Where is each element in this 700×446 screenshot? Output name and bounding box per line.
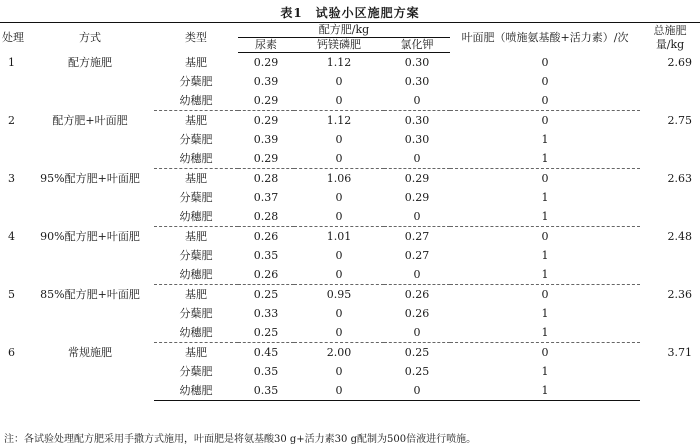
urea-cell: 0.39	[253, 133, 279, 146]
table-row	[0, 111, 700, 131]
potassium-cell: 0	[384, 91, 450, 111]
header-phosphate: 钙镁磷肥	[294, 38, 384, 53]
type-cell: 基肥	[185, 288, 207, 301]
urea-cell: 0.35	[253, 249, 279, 262]
foliar-cell: 1	[450, 207, 640, 227]
phosphate-cell: 0	[294, 265, 384, 285]
phosphate-cell: 1.01	[326, 230, 352, 243]
method-cell: 85%配方肥+叶面肥	[40, 287, 140, 301]
foliar-cell: 0	[541, 75, 549, 88]
potassium-cell: 0.27	[404, 230, 430, 243]
urea-cell: 0.29	[238, 149, 294, 169]
type-cell: 分蘖肥	[179, 75, 213, 88]
header-formula-group: 配方肥/kg	[238, 23, 450, 38]
header-total: 总施肥量/kg	[640, 23, 700, 53]
total-cell: 2.69	[667, 55, 693, 69]
type-cell: 基肥	[185, 55, 207, 69]
type-cell: 分蘖肥	[179, 191, 213, 204]
foliar-cell: 0	[541, 114, 549, 127]
type-cell: 基肥	[185, 346, 207, 359]
foliar-cell: 1	[450, 381, 640, 401]
phosphate-cell: 0	[335, 307, 343, 320]
table-row	[0, 227, 700, 247]
total-cell: 2.63	[667, 171, 693, 185]
process-id-cell: 6	[8, 345, 15, 359]
potassium-cell: 0	[384, 265, 450, 285]
urea-cell: 0.45	[253, 346, 279, 359]
method-cell: 配方肥+叶面肥	[52, 113, 128, 127]
type-cell: 幼穗肥	[154, 265, 238, 285]
header-urea: 尿素	[238, 38, 294, 53]
type-cell: 幼穗肥	[154, 323, 238, 343]
foliar-cell: 0	[541, 55, 549, 69]
potassium-cell: 0.30	[404, 75, 430, 88]
process-id-cell: 1	[8, 55, 15, 69]
table-row	[0, 169, 700, 189]
urea-cell: 0.26	[238, 265, 294, 285]
urea-cell: 0.26	[253, 230, 279, 243]
phosphate-cell: 0	[294, 91, 384, 111]
urea-cell: 0.37	[253, 191, 279, 204]
process-id-cell: 3	[8, 171, 15, 185]
potassium-cell: 0.25	[404, 346, 430, 359]
fertilization-table	[0, 22, 700, 401]
foliar-cell: 0	[541, 346, 549, 359]
potassium-cell: 0.29	[404, 172, 430, 185]
header-foliar: 叶面肥（喷施氨基酸+活力素）/次	[450, 23, 640, 53]
table-caption: 表1 试验小区施肥方案	[280, 6, 420, 20]
foliar-cell: 1	[450, 265, 640, 285]
total-cell: 2.36	[667, 287, 693, 301]
urea-cell: 0.28	[238, 207, 294, 227]
type-cell: 基肥	[185, 114, 207, 127]
foliar-cell: 0	[541, 172, 549, 185]
phosphate-cell: 1.06	[326, 172, 352, 185]
potassium-cell: 0.30	[404, 114, 430, 127]
urea-cell: 0.28	[253, 172, 279, 185]
header-type: 类型	[154, 23, 238, 53]
method-cell: 常规施肥	[68, 345, 112, 359]
urea-cell: 0.39	[253, 75, 279, 88]
phosphate-cell: 0	[335, 191, 343, 204]
foliar-cell: 1	[541, 365, 549, 378]
process-id-cell: 4	[8, 229, 15, 243]
header-process: 处理	[0, 23, 26, 53]
phosphate-cell: 0	[294, 149, 384, 169]
phosphate-cell: 2.00	[326, 346, 352, 359]
foliar-cell: 1	[541, 133, 549, 146]
potassium-cell: 0.27	[404, 249, 430, 262]
phosphate-cell: 1.12	[326, 56, 352, 69]
urea-cell: 0.35	[238, 381, 294, 401]
potassium-cell: 0.26	[404, 288, 430, 301]
potassium-cell: 0	[384, 323, 450, 343]
method-cell: 90%配方肥+叶面肥	[40, 229, 140, 243]
process-id-cell: 5	[8, 287, 15, 301]
header-potassium: 氯化钾	[384, 38, 450, 53]
table-row	[0, 285, 700, 305]
type-cell: 分蘖肥	[179, 133, 213, 146]
foliar-cell: 1	[541, 249, 549, 262]
potassium-cell: 0.30	[404, 56, 430, 69]
table-note: 注：各试验处理配方肥采用手撒方式施用，叶面肥是将氨基酸30 g+活力素30 g配制为500倍液进行喷施。	[4, 434, 477, 445]
foliar-cell: 0	[450, 91, 640, 111]
type-cell: 基肥	[185, 230, 207, 243]
foliar-cell: 0	[541, 230, 549, 243]
total-cell: 2.75	[667, 113, 693, 127]
phosphate-cell: 0.95	[326, 288, 352, 301]
phosphate-cell: 0	[294, 323, 384, 343]
type-cell: 幼穗肥	[154, 381, 238, 401]
urea-cell: 0.33	[253, 307, 279, 320]
potassium-cell: 0	[384, 207, 450, 227]
urea-cell: 0.29	[253, 114, 279, 127]
phosphate-cell: 0	[335, 365, 343, 378]
method-cell: 95%配方肥+叶面肥	[40, 171, 140, 185]
phosphate-cell: 0	[294, 207, 384, 227]
type-cell: 分蘖肥	[179, 365, 213, 378]
total-cell: 3.71	[667, 345, 693, 359]
method-cell: 配方施肥	[68, 55, 112, 69]
potassium-cell: 0.26	[404, 307, 430, 320]
foliar-cell: 1	[450, 323, 640, 343]
table-row	[0, 53, 700, 73]
phosphate-cell: 0	[335, 75, 343, 88]
phosphate-cell: 0	[335, 133, 343, 146]
type-cell: 幼穗肥	[154, 149, 238, 169]
foliar-cell: 1	[541, 307, 549, 320]
phosphate-cell: 0	[294, 381, 384, 401]
foliar-cell: 0	[541, 288, 549, 301]
urea-cell: 0.29	[253, 56, 279, 69]
table-row	[0, 343, 700, 363]
potassium-cell: 0	[384, 149, 450, 169]
type-cell: 分蘖肥	[179, 307, 213, 320]
process-id-cell: 2	[8, 113, 15, 127]
urea-cell: 0.25	[238, 323, 294, 343]
foliar-cell: 1	[541, 191, 549, 204]
phosphate-cell: 0	[335, 249, 343, 262]
urea-cell: 0.29	[238, 91, 294, 111]
type-cell: 幼穗肥	[154, 207, 238, 227]
header-method: 方式	[26, 23, 154, 53]
table-header	[0, 23, 700, 53]
phosphate-cell: 1.12	[326, 114, 352, 127]
type-cell: 幼穗肥	[154, 91, 238, 111]
urea-cell: 0.25	[253, 288, 279, 301]
potassium-cell: 0.25	[404, 365, 430, 378]
potassium-cell: 0.30	[404, 133, 430, 146]
foliar-cell: 1	[450, 149, 640, 169]
potassium-cell: 0.29	[404, 191, 430, 204]
potassium-cell: 0	[384, 381, 450, 401]
type-cell: 分蘖肥	[179, 249, 213, 262]
urea-cell: 0.35	[253, 365, 279, 378]
type-cell: 基肥	[185, 172, 207, 185]
table-body	[0, 53, 700, 401]
total-cell: 2.48	[667, 229, 693, 243]
